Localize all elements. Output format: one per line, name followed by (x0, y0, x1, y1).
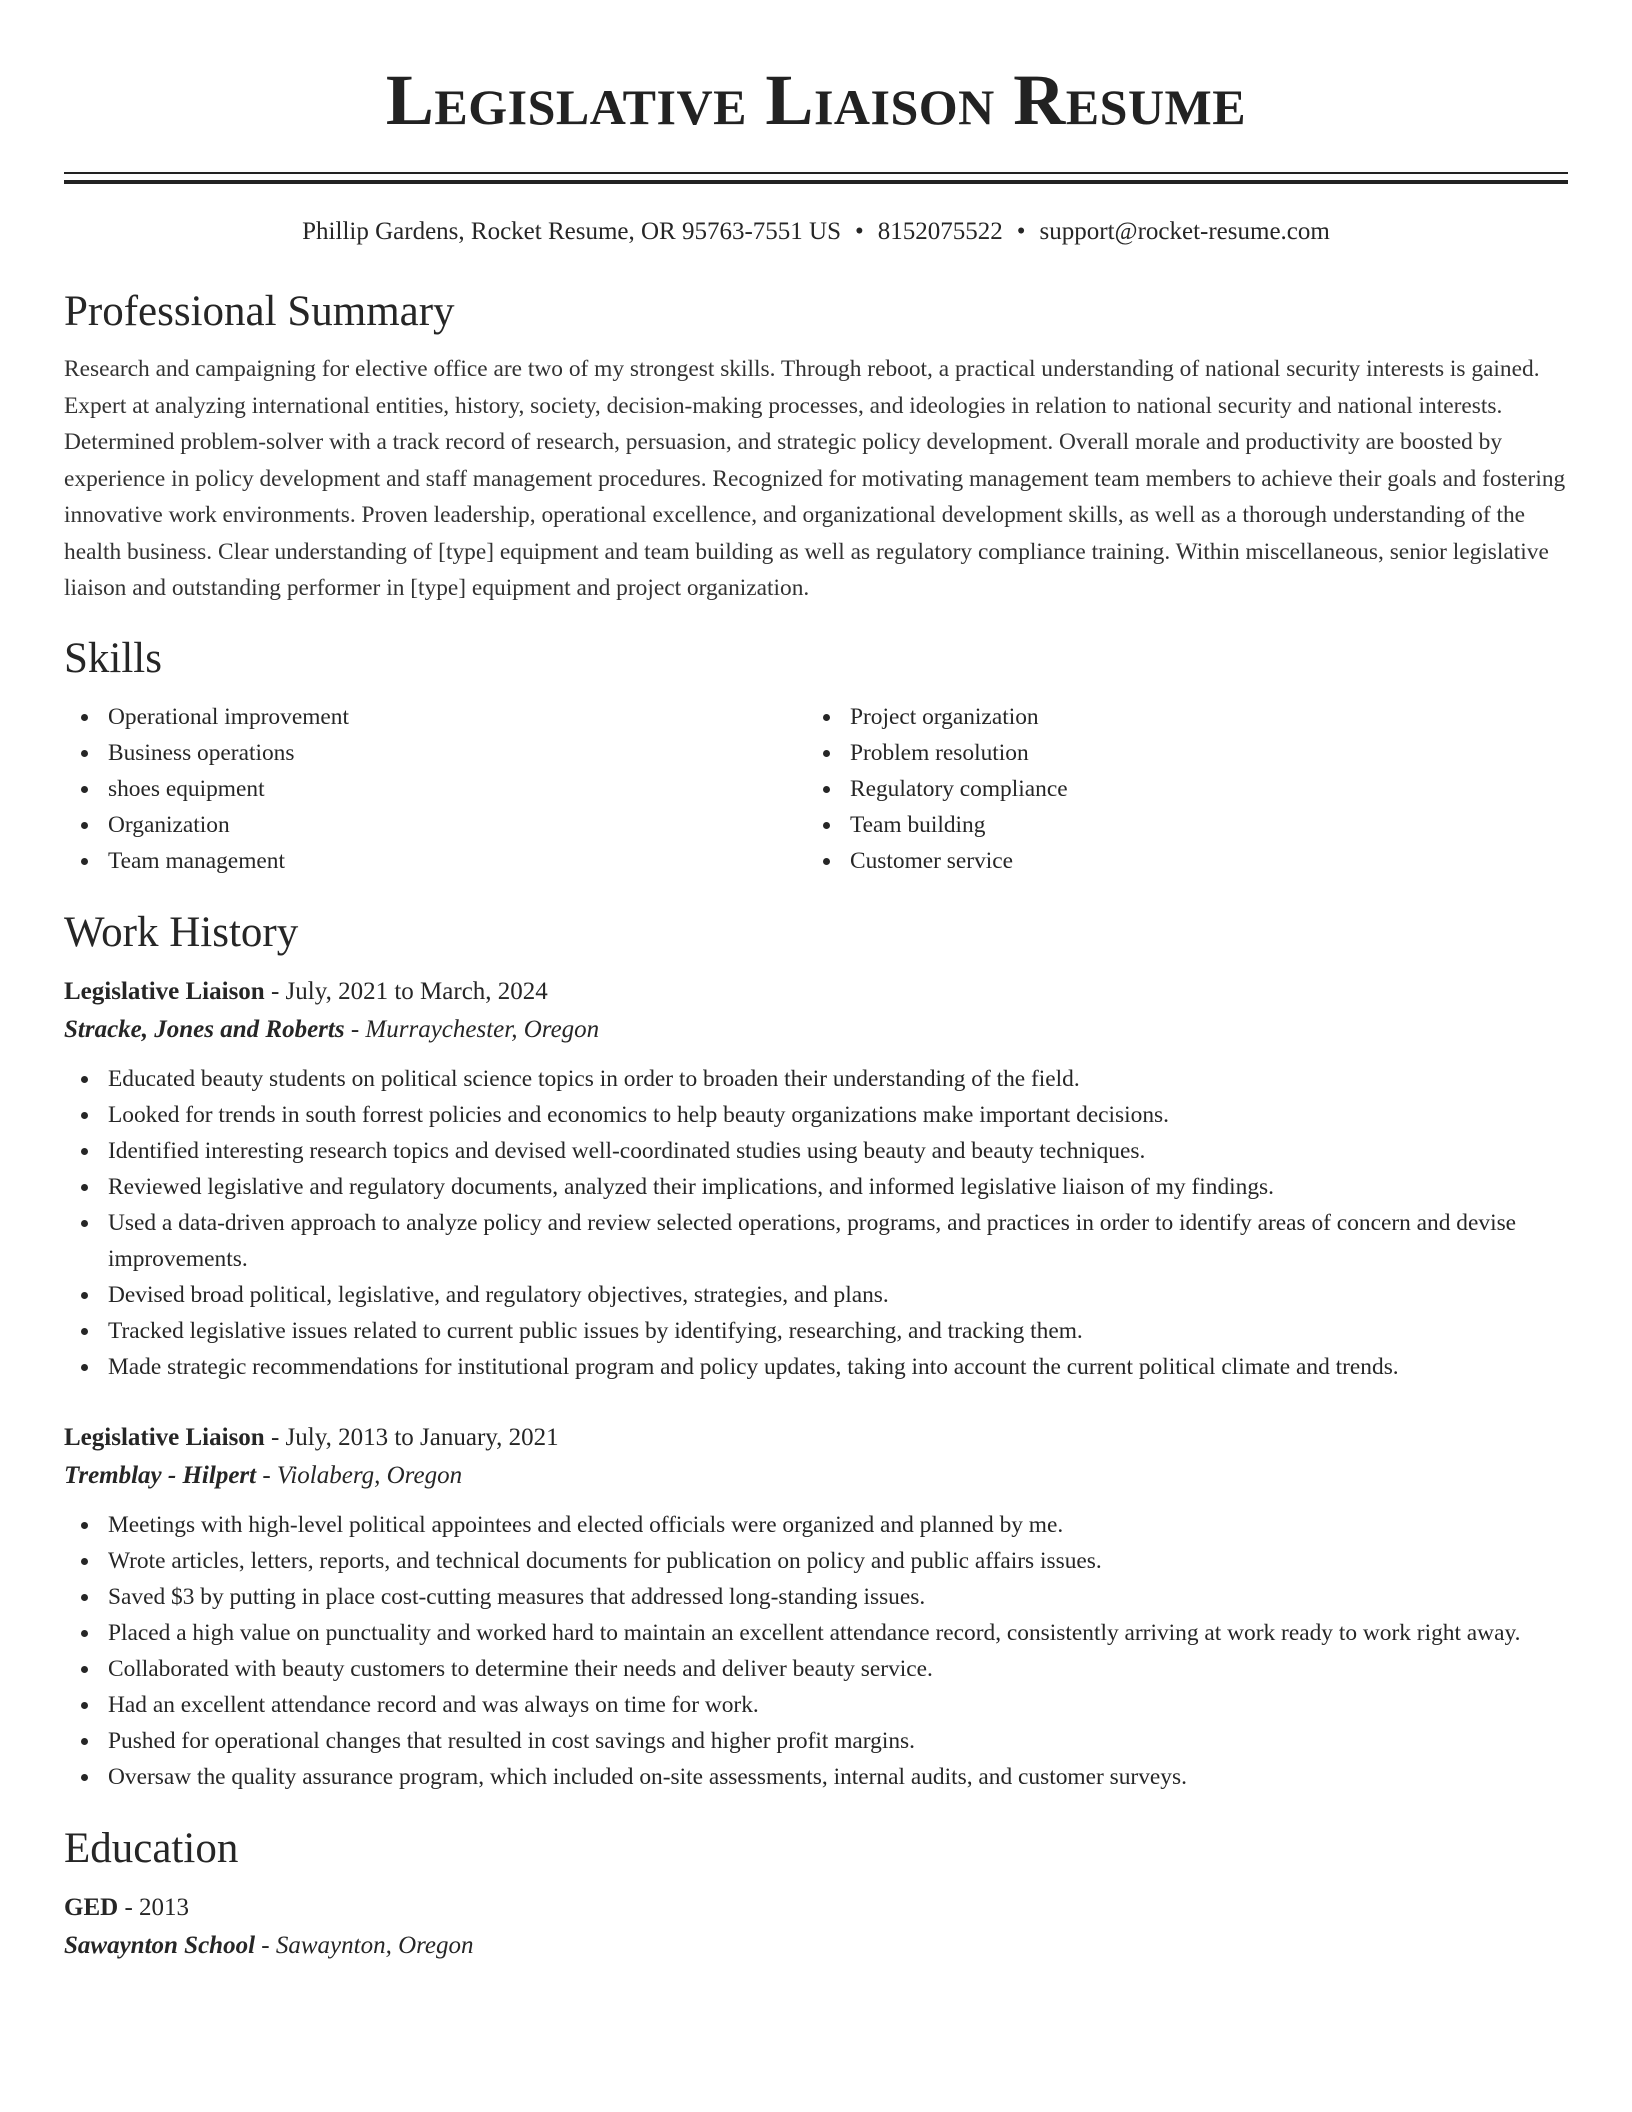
title-divider (64, 172, 1568, 184)
job-dates: July, 2021 to March, 2024 (285, 977, 548, 1005)
job-title: Legislative Liaison (64, 1423, 265, 1451)
skill-item: Regulatory compliance (806, 771, 1068, 807)
education-degree: GED (64, 1893, 119, 1921)
contact-separator: • (855, 218, 864, 245)
contact-separator: • (1016, 218, 1026, 245)
divider-thick (64, 180, 1568, 184)
job-company-line (64, 1011, 1568, 1049)
job-bullet: Saved $3 by putting in place cost-cutting measures that addressed long-standing issues. (64, 1579, 1568, 1615)
skill-item: Operational improvement (64, 699, 806, 735)
job-company: Tremblay - Hilpert (64, 1461, 257, 1489)
education-school-line (64, 1927, 1568, 1965)
education-dash: - (124, 1893, 133, 1921)
job-company: Stracke, Jones and Roberts (64, 1015, 345, 1043)
contact-address: Phillip Gardens, Rocket Resume, OR 95763-7551 US (302, 218, 842, 245)
skills-column-right (806, 699, 1068, 879)
job-bullet: Meetings with high-level political appointees and elected officials were organized and planned by me. (64, 1507, 1568, 1543)
section-title-skills: Skills (64, 634, 162, 682)
job-company-line (64, 1457, 1568, 1495)
job-title: Legislative Liaison (64, 977, 265, 1005)
education-entry (64, 1889, 1568, 1965)
skill-item: Project organization (806, 699, 1068, 735)
divider-thin (64, 172, 1568, 174)
job-bullets (64, 1507, 1568, 1795)
skills-column-left (64, 699, 806, 879)
skill-item: Business operations (64, 735, 806, 771)
job-dash: - (350, 1015, 360, 1043)
job-bullet: Pushed for operational changes that resulted in cost savings and higher profit margins. (64, 1723, 1568, 1759)
job-bullet: Educated beauty students on political science topics in order to broaden their understanding of the field. (64, 1061, 1568, 1097)
skill-item: Team management (64, 843, 806, 879)
job-dash: - (262, 1461, 271, 1489)
job-dash: - (270, 1423, 280, 1451)
education-degree-line (64, 1889, 1568, 1927)
job-bullet: Made strategic recommendations for institutional program and policy updates, taking into account the current political climate and trends. (64, 1349, 1568, 1385)
resume-title: Legislative Liaison Resume (385, 60, 1247, 140)
section-title-work-history: Work History (64, 908, 299, 956)
section-title-summary: Professional Summary (64, 288, 455, 335)
job-bullet: Oversaw the quality assurance program, which included on-site assessments, internal audits, and customer surveys. (64, 1759, 1568, 1795)
job-bullet: Used a data-driven approach to analyze policy and review selected operations, programs, and practices in order to identify areas of concern and devise improvements. (64, 1205, 1568, 1277)
job-bullet: Collaborated with beauty customers to determine their needs and deliver beauty service. (64, 1651, 1568, 1687)
job-location: Murraychester, Oregon (365, 1015, 600, 1043)
job-bullet: Reviewed legislative and regulatory documents, analyzed their implications, and informed legislative liaison of my findings. (64, 1169, 1568, 1205)
education-school: Sawaynton School (64, 1931, 256, 1959)
contact-email: support@rocket-resume.com (1039, 218, 1330, 245)
job-bullets (64, 1061, 1568, 1385)
job-bullet: Tracked legislative issues related to current public issues by identifying, researching, and tracking them. (64, 1313, 1568, 1349)
job-entry (64, 973, 1568, 1385)
job-bullet: Placed a high value on punctuality and worked hard to maintain an excellent attendance record, consistently arriving at work ready to work right away. (64, 1615, 1568, 1651)
job-bullet: Wrote articles, letters, reports, and technical documents for publication on policy and public affairs issues. (64, 1543, 1568, 1579)
summary-text: Research and campaigning for elective office are two of my strongest skills. Through reboot, a practical understanding of national security interests is gained. Expert at analyzing international entities, history, society, decision-making processes, and ideologies in relation to national security and national interests. Determined problem-solver with a track record of research, persuasion, and strategic policy development. Overall morale and productivity are boosted by experience in policy development and staff management procedures. Recognized for motivating management team members to achieve their goals and fostering innovative work environments. Proven leadership, operational excellence, and organizational development skills, as well as a thorough understanding of the health business. Clear understanding of [type] equipment and team building as well as regulatory compliance training. Within miscellaneous, senior legislative liaison and outstanding performer in [type] equipment and project organization. (64, 356, 1566, 601)
job-dates: July, 2013 to January, 2021 (285, 1423, 559, 1451)
job-title-line (64, 973, 1568, 1011)
contact-line (64, 216, 1568, 248)
job-dash: - (270, 977, 280, 1005)
job-bullet: Looked for trends in south forrest policies and economics to help beauty organizations make important decisions. (64, 1097, 1568, 1133)
job-location: Violaberg, Oregon (276, 1461, 463, 1489)
education-dash: - (261, 1931, 270, 1959)
education-location: Sawaynton, Oregon (275, 1931, 474, 1959)
skill-item: Customer service (806, 843, 1068, 879)
skill-item: Team building (806, 807, 1068, 843)
education-year: 2013 (139, 1893, 190, 1921)
job-bullet: Devised broad political, legislative, and regulatory objectives, strategies, and plans. (64, 1277, 1568, 1313)
skill-item: shoes equipment (64, 771, 806, 807)
skills-list (64, 699, 1568, 879)
job-bullet: Identified interesting research topics and devised well-coordinated studies using beauty and beauty techniques. (64, 1133, 1568, 1169)
contact-phone: 8152075522 (877, 218, 1003, 245)
section-title-education: Education (64, 1824, 239, 1872)
job-entry (64, 1419, 1568, 1795)
skill-item: Problem resolution (806, 735, 1068, 771)
job-title-line (64, 1419, 1568, 1457)
job-bullet: Had an excellent attendance record and was always on time for work. (64, 1687, 1568, 1723)
skill-item: Organization (64, 807, 806, 843)
